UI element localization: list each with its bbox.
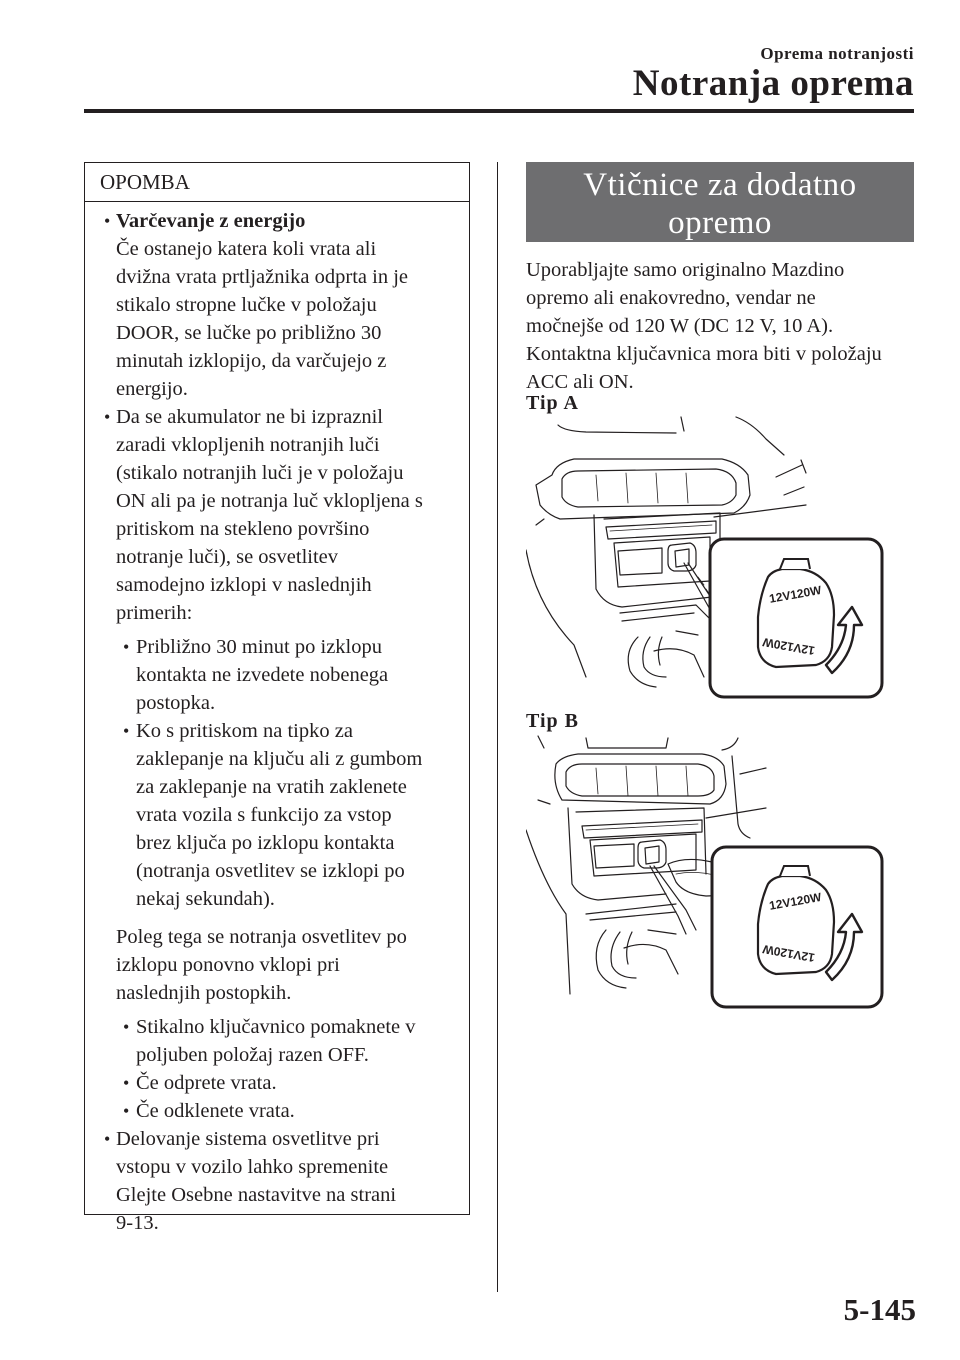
header-rule	[84, 109, 914, 113]
note-line: Če ostanejo katera koli vrata ali	[116, 238, 377, 260]
note-line: primerih:	[116, 602, 193, 624]
column-divider	[497, 162, 498, 1292]
note-box	[84, 162, 470, 1234]
note-line: Glejte Osebne nastavitve na strani	[116, 1184, 397, 1206]
bullet-icon: •	[123, 1101, 130, 1121]
note-line: Ko s pritiskom na tipko za	[136, 720, 353, 742]
note-line: minutah izklopijo, da varčujejo z	[116, 350, 387, 372]
section-title-line: Vtičnice za dodatno	[583, 167, 857, 203]
note-line: Varčevanje z energijo	[116, 210, 306, 232]
note-line: brez ključa po izklopu kontakta	[136, 832, 395, 854]
bullet-icon: •	[123, 1017, 130, 1037]
figure-tip-a	[526, 415, 888, 700]
bullet-icon: •	[104, 407, 111, 427]
note-line: ON ali pa je notranja luč vklopljena s	[116, 490, 423, 512]
note-line: za zaklepanje na vratih zaklenete	[136, 776, 407, 798]
note-line: kontakta ne izvedete nobenega	[136, 664, 389, 686]
running-header-section: Oprema notranjosti	[760, 44, 914, 63]
body-line: opremo ali enakovredno, vendar ne	[526, 287, 816, 309]
note-line: vstopu v vozilo lahko spremenite	[116, 1156, 389, 1178]
section-title-banner	[526, 162, 914, 242]
running-header-title: Notranja oprema	[632, 63, 914, 104]
bullet-icon: •	[104, 1129, 111, 1149]
bullet-icon: •	[123, 637, 130, 657]
note-line: vrata vozila s funkcijo za vstop	[136, 804, 392, 826]
body-line: močnejše od 120 W (DC 12 V, 10 A).	[526, 315, 834, 337]
note-line: notranje luči), se osvetlitev	[116, 546, 339, 568]
note-line: (notranja osvetlitev se izklopi po	[136, 860, 405, 882]
tip-b-label: Tip B	[526, 710, 579, 732]
cap-label-b: 12V120W	[768, 889, 823, 913]
body-line: Uporabljajte samo originalno Mazdino	[526, 259, 845, 281]
note-line: Delovanje sistema osvetlitve pri	[116, 1128, 380, 1150]
note-line: postopka.	[136, 692, 216, 714]
note-line: DOOR, se lučke po približno 30	[116, 322, 382, 344]
bullet-icon: •	[104, 211, 111, 231]
note-line: Če odprete vrata.	[136, 1072, 277, 1094]
note-title: OPOMBA	[85, 163, 469, 202]
note-line: dvižna vrata prtljažnika odprta in je	[116, 266, 409, 288]
note-line: zaradi vklopljenih notranjih luči	[116, 434, 380, 456]
cap-label-a-inverted: 12V120W	[761, 634, 816, 658]
note-line: stikalo stropne lučke v položaju	[116, 294, 377, 316]
page-number: 5-145	[843, 1292, 916, 1327]
note-line: energijo.	[116, 378, 188, 400]
note-line: izklopu ponovno vklopi pri	[116, 954, 340, 976]
note-line: 9-13.	[116, 1212, 159, 1234]
note-line: nekaj sekundah).	[136, 888, 275, 910]
note-line: Stikalno ključavnico pomaknete v	[136, 1016, 416, 1038]
note-line: Približno 30 minut po izklopu	[136, 636, 382, 658]
note-line: Da se akumulator ne bi izpraznil	[116, 406, 383, 428]
body-line: ACC ali ON.	[526, 371, 634, 393]
note-line: Poleg tega se notranja osvetlitev po	[116, 926, 407, 948]
tip-a-label: Tip A	[526, 392, 579, 414]
bullet-icon: •	[123, 1073, 130, 1093]
body-line: Kontaktna ključavnica mora biti v položaju	[526, 343, 882, 365]
bullet-icon: •	[123, 721, 130, 741]
section-title-line: opremo	[668, 205, 772, 241]
cap-label-b-inverted: 12V120W	[761, 941, 816, 965]
cap-label-a: 12V120W	[768, 582, 823, 606]
note-line: Če odklenete vrata.	[136, 1100, 295, 1122]
note-line: pritiskom na stekleno površino	[116, 518, 370, 540]
note-line: (stikalo notranjih luči je v položaju	[116, 462, 404, 484]
note-line: naslednjih postopkih.	[116, 982, 292, 1004]
figure-tip-b	[526, 734, 888, 1014]
note-line: samodejno izklopi v naslednjih	[116, 574, 372, 596]
note-line: zaklepanje na ključu ali z gumbom	[136, 748, 423, 770]
note-line: poljuben položaj razen OFF.	[136, 1044, 369, 1066]
